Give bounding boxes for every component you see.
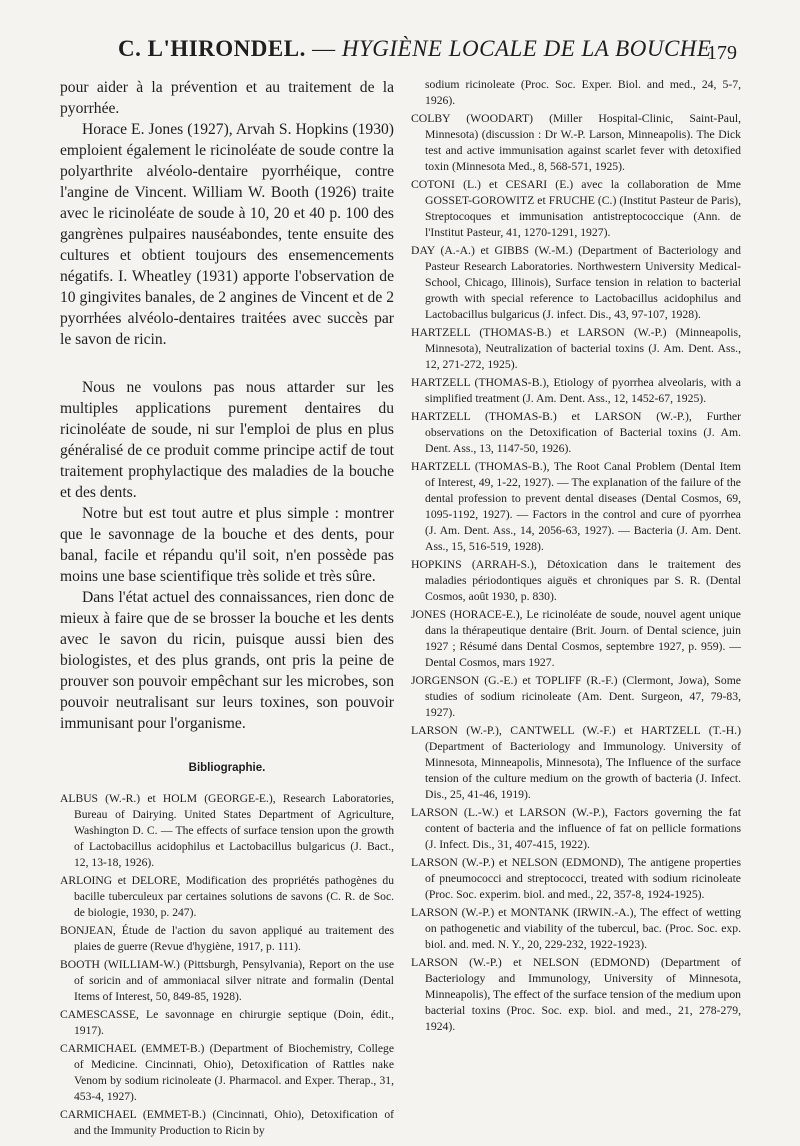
reference-entry: HARTZELL (THOMAS-B.) et LARSON (W.-P.) (Minneapolis, Minnesota), Neutralization of bacterial toxins (J. Am. Dent. Ass., 12, 271-272, 1925). <box>411 326 741 371</box>
reference-entry: CARMICHAEL (EMMET-B.) (Department of Biochemistry, College of Medicine. Cincinnati, Ohio), Detoxification of Rattles nake Venom by sodium ricinoleate (J. Pharmacol. and Exper. Therap., 31, 453-4, 1927). <box>60 1042 394 1103</box>
bibliography-heading: Bibliographie. <box>188 762 266 774</box>
right-column <box>411 77 741 1035</box>
reference-entry: CAMESCASSE, Le savonnage en chirurgie septique (Doin, édit., 1917). <box>60 1008 394 1037</box>
reference-entry: LARSON (W.-P.) et NELSON (EDMOND) (Department of Bacteriology and Immunology, University of Minnesota, Minneapolis), The effect of the surface tension of the medium upon bacterial toxins (Proc. Soc. exp. biol. and med., 21, 278-279, 1924). <box>411 956 742 1033</box>
body-paragraph: Notre but est tout autre et plus simple : montrer que le savonnage de la bouche et des dents, pour banal, facile et répandu qu'il soit, n'en possède pas moins une base scientifique très solide et très sûre. <box>60 505 394 585</box>
reference-entry: BOOTH (WILLIAM-W.) (Pittsburgh, Pensylvania), Report on the use of soricin and of ammoniacal silver nitrate and formalin (Dental Items of Interest, 50, 849-85, 1928). <box>60 958 394 1003</box>
reference-entry: COTONI (L.) et CESARI (E.) avec la collaboration de Mme GOSSET-GOROWITZ et FRUCHE (C.) (Institut Pasteur de Paris), Streptocoques et immunisation antistreptococcique (Ann. de l'Institut Pasteur, 41, 1270-1291, 1927). <box>411 178 741 239</box>
reference-entry: LARSON (W.-P.) et MONTANK (IRWIN.-A.), The effect of wetting on pathogenetic and viability of the tubercul, bac. (Proc. Soc. exp. biol. and. med. N. Y., 20, 229-232, 1922-1923). <box>411 906 741 951</box>
header-dash: — <box>305 36 342 61</box>
reference-entry: ARLOING et DELORE, Modification des propriétés pathogènes du bacille tuberculeux par certaines solutions de savons (C. R. de Soc. de biologie, 1930, p. 247). <box>60 874 394 919</box>
reference-continuation: sodium ricinoleate (Proc. Soc. Exper. Biol. and med., 24, 5-7, 1926). <box>425 78 741 107</box>
reference-entry: HARTZELL (THOMAS-B.), The Root Canal Problem (Dental Item of Interest, 49, 1-22, 1927). — The explanation of the failure of the dental profession to prevent dental diseases (Dental Cosmos, 69, 1095-1192, 1927). — Factors in the control and cure of pyorrhea (J. Am. Dent. Ass., 14, 2056-63, 1927). — Bacteria (J. Am. Dent. Ass., 15, 516-519, 1928). <box>411 460 741 553</box>
reference-entry: HARTZELL (THOMAS-B.), Etiology of pyorrhea alveolaris, with a simplified treatment (J. Am. Dent. Ass., 12, 1452-67, 1925). <box>411 376 741 405</box>
reference-entry: JONES (HORACE-E.), Le ricinoléate de soude, nouvel agent unique dans la thérapeutique dentaire (Brit. Journ. of Dental science, juin 1927 ; Résumé dans Dental Cosmos, septembre 1927, p. 959). — Dental Cosmos, mars 1927. <box>411 608 741 669</box>
body-paragraph: Nous ne voulons pas nous attarder sur les multiples applications purement dentaires du ricinoléate de soude, ni sur l'emploi de plus en plus généralisé de ce produit comme principe actif de tout traitement prophylactique des maladies de la bouche et des dents. <box>60 379 394 501</box>
reference-entry: LARSON (L.-W.) et LARSON (W.-P.), Factors governing the fat content of bacteria and the influence of fat on pellicle formations (J. Infect. Dis., 31, 407-415, 1922). <box>411 806 741 851</box>
reference-entry: HOPKINS (ARRAH-S.), Détoxication dans le traitement des maladies périodontiques aiguës et chroniques par S. R. (Dental Cosmos, août 1930, p. 830). <box>411 558 741 603</box>
body-paragraph: Horace E. Jones (1927), Arvah S. Hopkins (1930) emploient également le ricinoléate de soude contre la polyarthrite alvéolo-dentaire pyorrhéique, contre l'angine de Vincent. William W. Booth (1926) traite avec le ricinoléate de soude à 10, 20 et 40 p. 100 des gangrènes pulpaires nauséabondes, tente ensuite des cultures et obtient toujours des ensemencements négatifs. I. Wheatley (1931) apporte l'observation de 10 gingivites banales, de 2 angines de Vincent et de 2 pyorrhées alvéolo-dentaires traitées avec succès par le savon de ricin. <box>60 121 394 348</box>
reference-entry: LARSON (W.-P.), CANTWELL (W.-F.) et HARTZELL (T.-H.) (Department of Bacteriology and Immunology. University of Minnesota, Minneapolis, Minnesota), The Influence of the surface tension of the culture medium on the growth of bacteria (J. Infect. Dis., 25, 41-46, 1919). <box>411 724 741 801</box>
reference-entry: CARMICHAEL (EMMET-B.) (Cincinnati, Ohio), Detoxification of and the Immunity Production to Ricin by <box>60 1108 394 1137</box>
left-column <box>60 77 394 1139</box>
body-paragraph: pour aider à la prévention et au traitement de la pyorrhée. <box>60 79 394 117</box>
running-header <box>118 36 748 62</box>
reference-entry: HARTZELL (THOMAS-B.) et LARSON (W.-P.), Further observations on the Detoxification of Bacterial toxins (J. Am. Dent. Ass., 13, 1147-50, 1926). <box>411 410 741 455</box>
page-number: 179 <box>707 42 737 64</box>
body-paragraph: Dans l'état actuel des connaissances, rien donc de mieux à faire que de se brosser la bouche et les dents avec le savon du ricin, puisque aussi bien des biologistes, et des plus grands, ont pris la peine de prouver son pouvoir empêchant sur les microbes, son pouvoir neutralisant sur leurs toxines, son pouvoir immunisant pour l'organisme. <box>60 589 394 732</box>
reference-entry: ALBUS (W.-R.) et HOLM (GEORGE-E.), Research Laboratories, Bureau of Dairying. United States Department of Agriculture, Washington D. C. — The effects of surface tension upon the growth of Lactobacillus acidophilus et Lactobacillus bulgaricus (J. Bact., 12, 13-18, 1926). <box>60 792 394 869</box>
header-title: HYGIÈNE LOCALE DE LA BOUCHE <box>341 36 712 61</box>
reference-entry: COLBY (WOODART) (Miller Hospital-Clinic, Saint-Paul, Minnesota) (discussion : Dr W.-P. Larson, Minneapolis). The Dick test and active immunisation against scarlet fever with detoxified toxin (Minnesota Med., 8, 568-571, 1925). <box>411 112 741 173</box>
header-author: C. L'HIRONDEL. <box>118 36 306 61</box>
reference-entry: DAY (A.-A.) et GIBBS (W.-M.) (Department of Bacteriology and Pasteur Research Laboratories. Northwestern University Medical-School, Chicago, Illinois), Surface tension in relation to bacterial growth with special reference to Lactobacillus acidophilus and Lactobacillus bulgaricus (J. infect. Dis., 43, 97-107, 1928). <box>411 244 741 321</box>
reference-entry: BONJEAN, Étude de l'action du savon appliqué au traitement des plaies de guerre (Revue d'hygiène, 1917, p. 111). <box>60 924 394 953</box>
reference-entry: JORGENSON (G.-E.) et TOPLIFF (R.-F.) (Clermont, Jowa), Some studies of sodium ricinoleate (Am. Dent. Surgeon, 47, 79-83, 1927). <box>411 674 741 719</box>
reference-entry: LARSON (W.-P.) et NELSON (EDMOND), The antigene properties of pneumococci and streptococci, treated with sodium ricinoleate (Proc. Soc. experim. biol. and med., 22, 357-8, 1924-1925). <box>411 856 741 901</box>
